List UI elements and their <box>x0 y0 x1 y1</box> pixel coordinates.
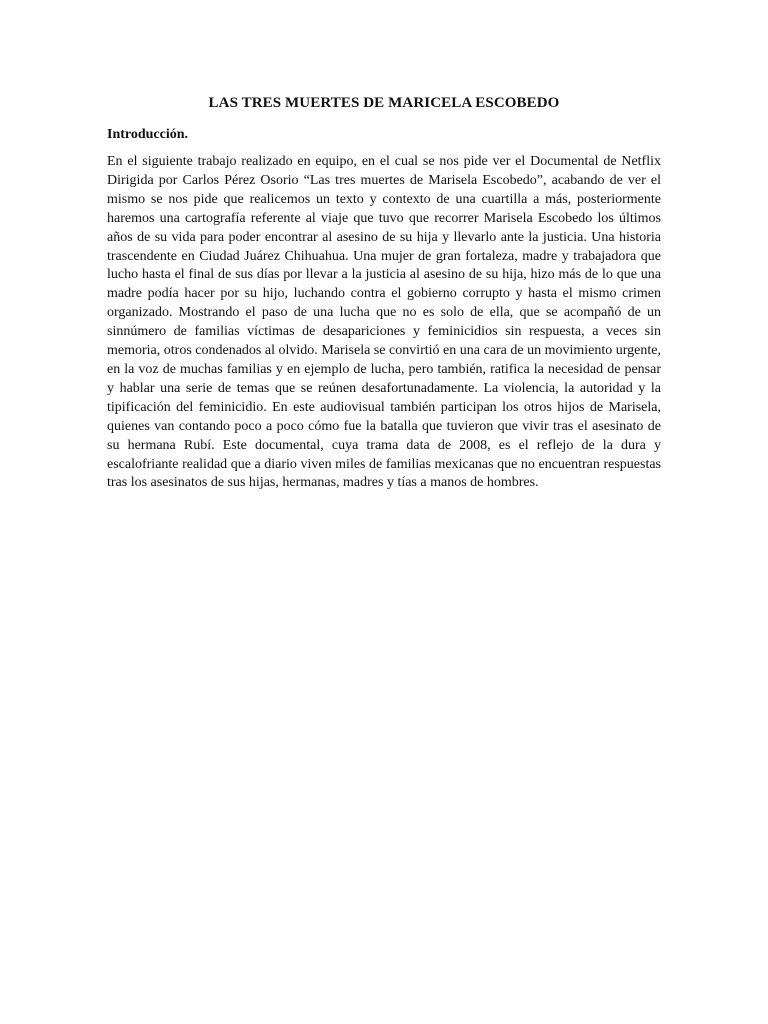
body-paragraph: En el siguiente trabajo realizado en equipo, en el cual se nos pide ver el Documental de Netflix Dirigida por Carlos Pérez Osorio “Las tres muertes de Marisela Escobedo”, acabando de ver el mismo se nos pide que realicemos un texto y contexto de una cuartilla a más, posteriormente haremos una cartografía referente al viaje que tuvo que recorrer Marisela Escobedo los últimos años de su vida para poder encontrar al asesino de su hija y llevarlo ante la justicia. Una historia trascendente en Ciudad Juárez Chihuahua. Una mujer de gran fortaleza, madre y trabajadora que lucho hasta el final de sus días por llevar a la justicia al asesino de su hija, hizo más de lo que una madre podía hacer por su hijo, luchando contra el gobierno corrupto y hasta el mismo crimen organizado. Mostrando el paso de una lucha que no es solo de ella, que se acompañó de un sinnúmero de familias víctimas de desapariciones y feminicidios sin respuesta, a veces sin memoria, otros condenados al olvido. Marisela se convirtió en una cara de un movimiento urgente, en la voz de muchas familias y en ejemplo de lucha, pero también, ratifica la necesidad de pensar y hablar una serie de temas que se reúnen desafortunadamente. La violencia, la autoridad y la tipificación del feminicidio. En este audiovisual también participan los otros hijos de Marisela, quienes van contando poco a poco cómo fue la batalla que tuvieron que vivir tras el asesinato de su hermana Rubí. Este documental, cuya trama data de 2008, es el reflejo de la dura y escalofriante realidad que a diario viven miles de familias mexicanas que no encuentran respuestas tras los asesinatos de sus hijas, hermanas, madres y tías a manos de hombres. <box>107 154 661 491</box>
document-title: LAS TRES MUERTES DE MARICELA ESCOBEDO <box>208 95 560 111</box>
section-heading: Introducción. <box>107 127 189 142</box>
document-content <box>107 93 661 493</box>
